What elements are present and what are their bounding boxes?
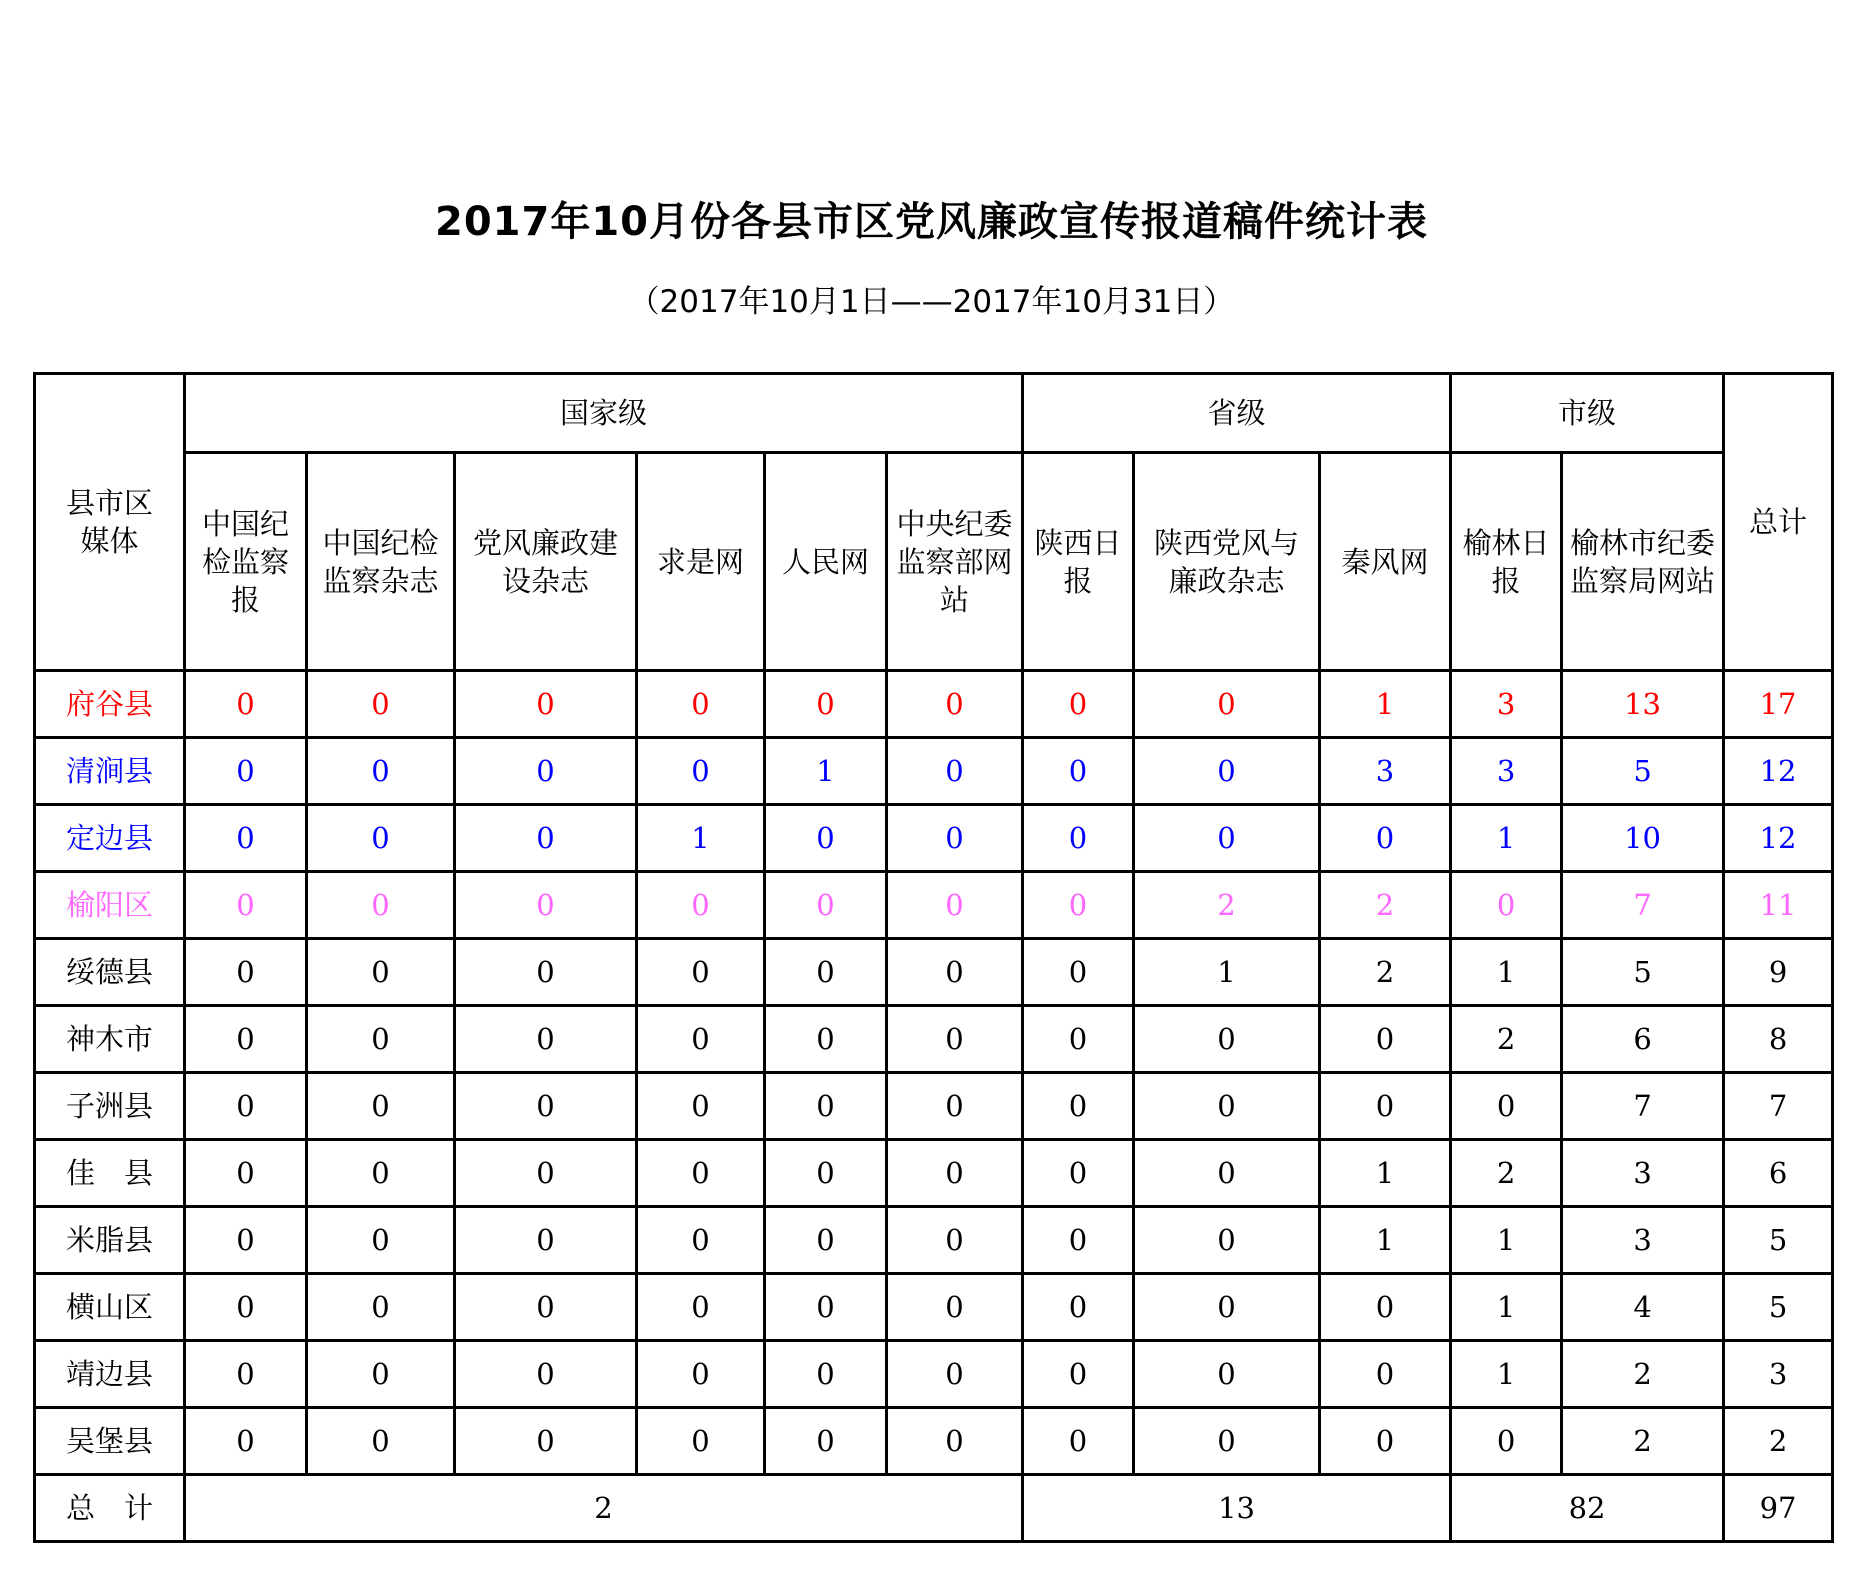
value-cell: 2 <box>1451 1140 1562 1207</box>
value-cell: 0 <box>887 872 1023 939</box>
value-cell: 0 <box>637 872 765 939</box>
value-cell: 0 <box>185 805 307 872</box>
media-header: 陕西日报 <box>1023 453 1134 671</box>
value-cell: 0 <box>1134 1341 1320 1408</box>
value-cell: 0 <box>637 1073 765 1140</box>
value-cell: 0 <box>185 1274 307 1341</box>
value-cell: 0 <box>185 671 307 738</box>
table-row <box>35 872 1833 939</box>
media-header: 求是网 <box>637 453 765 671</box>
county-name: 定边县 <box>35 805 185 872</box>
value-cell: 0 <box>185 1408 307 1475</box>
value-cell: 0 <box>307 805 455 872</box>
value-cell: 0 <box>887 1006 1023 1073</box>
value-cell: 0 <box>1320 1274 1451 1341</box>
row-total-cell: 12 <box>1724 805 1833 872</box>
value-cell: 0 <box>455 1073 637 1140</box>
value-cell: 0 <box>765 1341 887 1408</box>
value-cell: 0 <box>765 939 887 1006</box>
row-total-cell: 6 <box>1724 1140 1833 1207</box>
value-cell: 0 <box>455 872 637 939</box>
county-name: 清涧县 <box>35 738 185 805</box>
value-cell: 0 <box>1023 1140 1134 1207</box>
value-cell: 0 <box>637 738 765 805</box>
row-total-cell: 12 <box>1724 738 1833 805</box>
media-header: 榆林日报 <box>1451 453 1562 671</box>
county-name: 绥德县 <box>35 939 185 1006</box>
table-row <box>35 805 1833 872</box>
value-cell: 0 <box>185 738 307 805</box>
table-row <box>35 1274 1833 1341</box>
value-cell: 0 <box>307 1341 455 1408</box>
value-cell: 0 <box>1023 671 1134 738</box>
value-cell: 0 <box>455 1207 637 1274</box>
value-cell: 0 <box>765 671 887 738</box>
summary-label: 总 计 <box>35 1475 185 1542</box>
page-title: 2017年10月份各县市区党风廉政宣传报道稿件统计表 <box>435 199 1428 245</box>
value-cell: 0 <box>1023 1341 1134 1408</box>
value-cell: 0 <box>1134 1408 1320 1475</box>
value-cell: 0 <box>1023 1006 1134 1073</box>
value-cell: 0 <box>307 939 455 1006</box>
group-header-row <box>35 374 1833 453</box>
value-cell: 0 <box>1134 1006 1320 1073</box>
value-cell: 0 <box>637 671 765 738</box>
value-cell: 0 <box>765 872 887 939</box>
value-cell: 10 <box>1562 805 1724 872</box>
value-cell: 0 <box>1023 1073 1134 1140</box>
county-name: 府谷县 <box>35 671 185 738</box>
value-cell: 0 <box>637 1408 765 1475</box>
media-header: 党风廉政建设杂志 <box>455 453 637 671</box>
table-row <box>35 671 1833 738</box>
value-cell: 0 <box>455 1140 637 1207</box>
table-row <box>35 1073 1833 1140</box>
value-cell: 0 <box>1134 1073 1320 1140</box>
value-cell: 0 <box>455 1006 637 1073</box>
value-cell: 0 <box>765 1408 887 1475</box>
value-cell: 0 <box>887 671 1023 738</box>
value-cell: 0 <box>1320 1408 1451 1475</box>
value-cell: 3 <box>1451 738 1562 805</box>
value-cell: 0 <box>1134 1274 1320 1341</box>
value-cell: 0 <box>455 1274 637 1341</box>
value-cell: 1 <box>1320 1207 1451 1274</box>
value-cell: 0 <box>765 1140 887 1207</box>
value-cell: 0 <box>887 738 1023 805</box>
media-header: 榆林市纪委监察局网站 <box>1562 453 1724 671</box>
value-cell: 0 <box>1023 939 1134 1006</box>
media-header: 秦风网 <box>1320 453 1451 671</box>
summary-row <box>35 1475 1833 1542</box>
value-cell: 0 <box>765 1274 887 1341</box>
value-cell: 0 <box>455 1341 637 1408</box>
value-cell: 0 <box>637 1140 765 1207</box>
value-cell: 0 <box>887 805 1023 872</box>
value-cell: 0 <box>887 1274 1023 1341</box>
row-total-cell: 17 <box>1724 671 1833 738</box>
media-header: 中国纪检监察杂志 <box>307 453 455 671</box>
county-name: 靖边县 <box>35 1341 185 1408</box>
value-cell: 0 <box>1320 1073 1451 1140</box>
table-row <box>35 939 1833 1006</box>
value-cell: 0 <box>185 1073 307 1140</box>
value-cell: 1 <box>1451 1207 1562 1274</box>
value-cell: 2 <box>1562 1341 1724 1408</box>
value-cell: 0 <box>307 671 455 738</box>
value-cell: 2 <box>1134 872 1320 939</box>
value-cell: 0 <box>637 939 765 1006</box>
value-cell: 0 <box>1023 872 1134 939</box>
value-cell: 0 <box>887 939 1023 1006</box>
value-cell: 0 <box>307 1274 455 1341</box>
value-cell: 13 <box>1562 671 1724 738</box>
value-cell: 0 <box>455 671 637 738</box>
value-cell: 3 <box>1562 1207 1724 1274</box>
value-cell: 0 <box>765 1006 887 1073</box>
value-cell: 5 <box>1562 738 1724 805</box>
value-cell: 0 <box>1134 805 1320 872</box>
value-cell: 1 <box>1451 939 1562 1006</box>
value-cell: 0 <box>455 939 637 1006</box>
value-cell: 6 <box>1562 1006 1724 1073</box>
table-row <box>35 1408 1833 1475</box>
county-name: 神木市 <box>35 1006 185 1073</box>
county-name: 米脂县 <box>35 1207 185 1274</box>
media-header: 人民网 <box>765 453 887 671</box>
date-range-subtitle: （2017年10月1日——2017年10月31日） <box>628 284 1235 320</box>
value-cell: 0 <box>887 1341 1023 1408</box>
value-cell: 1 <box>1451 1341 1562 1408</box>
value-cell: 7 <box>1562 1073 1724 1140</box>
value-cell: 0 <box>185 1341 307 1408</box>
row-total-cell: 11 <box>1724 872 1833 939</box>
value-cell: 1 <box>1134 939 1320 1006</box>
value-cell: 0 <box>185 1140 307 1207</box>
value-cell: 0 <box>1023 738 1134 805</box>
value-cell: 0 <box>1320 805 1451 872</box>
row-total-cell: 5 <box>1724 1274 1833 1341</box>
summary-grand-total: 97 <box>1724 1475 1833 1542</box>
value-cell: 0 <box>1451 1073 1562 1140</box>
row-total-cell: 2 <box>1724 1408 1833 1475</box>
value-cell: 1 <box>637 805 765 872</box>
media-header: 中央纪委监察部网站 <box>887 453 1023 671</box>
table-row <box>35 1140 1833 1207</box>
value-cell: 0 <box>307 1006 455 1073</box>
table-row <box>35 1207 1833 1274</box>
value-cell: 0 <box>887 1408 1023 1475</box>
value-cell: 0 <box>1134 738 1320 805</box>
value-cell: 0 <box>637 1341 765 1408</box>
stats-table <box>33 372 1834 1543</box>
value-cell: 0 <box>887 1207 1023 1274</box>
value-cell: 0 <box>185 872 307 939</box>
media-header-row <box>35 453 1833 671</box>
corner-label-county: 县市区 <box>65 486 153 520</box>
value-cell: 0 <box>307 1207 455 1274</box>
value-cell: 2 <box>1320 939 1451 1006</box>
value-cell: 0 <box>1451 1408 1562 1475</box>
value-cell: 0 <box>185 1207 307 1274</box>
value-cell: 1 <box>1451 1274 1562 1341</box>
value-cell: 0 <box>1451 872 1562 939</box>
value-cell: 0 <box>307 1073 455 1140</box>
media-header: 中国纪检监察报 <box>185 453 307 671</box>
county-name: 佳 县 <box>35 1140 185 1207</box>
value-cell: 0 <box>1023 1274 1134 1341</box>
value-cell: 0 <box>185 1006 307 1073</box>
value-cell: 0 <box>637 1006 765 1073</box>
county-name: 横山区 <box>35 1274 185 1341</box>
value-cell: 0 <box>1134 1207 1320 1274</box>
table-row <box>35 1006 1833 1073</box>
row-total-cell: 7 <box>1724 1073 1833 1140</box>
value-cell: 1 <box>1320 1140 1451 1207</box>
group-header-provincial: 省级 <box>1023 374 1451 453</box>
value-cell: 2 <box>1451 1006 1562 1073</box>
value-cell: 0 <box>307 1408 455 1475</box>
value-cell: 0 <box>307 872 455 939</box>
value-cell: 1 <box>765 738 887 805</box>
summary-city: 82 <box>1451 1475 1724 1542</box>
county-name: 吴堡县 <box>35 1408 185 1475</box>
value-cell: 0 <box>1134 1140 1320 1207</box>
value-cell: 0 <box>1320 1341 1451 1408</box>
value-cell: 4 <box>1562 1274 1724 1341</box>
value-cell: 0 <box>765 1207 887 1274</box>
value-cell: 5 <box>1562 939 1724 1006</box>
value-cell: 3 <box>1451 671 1562 738</box>
value-cell: 0 <box>307 1140 455 1207</box>
row-total-cell: 3 <box>1724 1341 1833 1408</box>
table-row <box>35 738 1833 805</box>
row-total-cell: 5 <box>1724 1207 1833 1274</box>
value-cell: 0 <box>1023 1408 1134 1475</box>
value-cell: 0 <box>887 1073 1023 1140</box>
total-column-header: 总计 <box>1724 374 1833 671</box>
value-cell: 0 <box>1134 671 1320 738</box>
row-total-cell: 8 <box>1724 1006 1833 1073</box>
value-cell: 0 <box>307 738 455 805</box>
summary-national: 2 <box>185 1475 1023 1542</box>
group-header-city: 市级 <box>1451 374 1724 453</box>
group-header-national: 国家级 <box>185 374 1023 453</box>
value-cell: 0 <box>637 1207 765 1274</box>
value-cell: 0 <box>765 1073 887 1140</box>
county-name: 榆阳区 <box>35 872 185 939</box>
value-cell: 2 <box>1320 872 1451 939</box>
media-header: 陕西党风与廉政杂志 <box>1134 453 1320 671</box>
value-cell: 7 <box>1562 872 1724 939</box>
value-cell: 0 <box>1023 1207 1134 1274</box>
value-cell: 0 <box>1023 805 1134 872</box>
value-cell: 2 <box>1562 1408 1724 1475</box>
corner-header <box>35 374 185 671</box>
value-cell: 0 <box>185 939 307 1006</box>
county-name: 子洲县 <box>35 1073 185 1140</box>
value-cell: 0 <box>765 805 887 872</box>
value-cell: 0 <box>455 805 637 872</box>
table-row <box>35 1341 1833 1408</box>
value-cell: 3 <box>1320 738 1451 805</box>
row-total-cell: 9 <box>1724 939 1833 1006</box>
corner-label-media: 媒体 <box>80 524 139 558</box>
value-cell: 0 <box>637 1274 765 1341</box>
value-cell: 0 <box>455 1408 637 1475</box>
value-cell: 0 <box>455 738 637 805</box>
value-cell: 1 <box>1451 805 1562 872</box>
value-cell: 3 <box>1562 1140 1724 1207</box>
summary-provincial: 13 <box>1023 1475 1451 1542</box>
value-cell: 0 <box>887 1140 1023 1207</box>
value-cell: 1 <box>1320 671 1451 738</box>
value-cell: 0 <box>1320 1006 1451 1073</box>
